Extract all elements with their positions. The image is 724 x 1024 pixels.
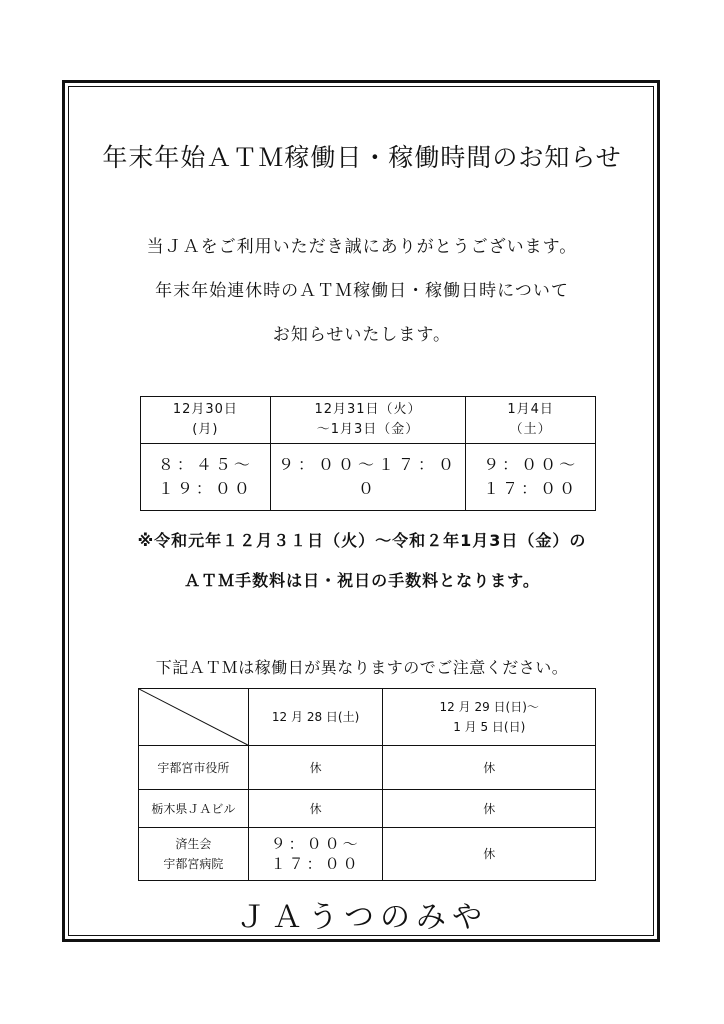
closed-marker: 休 — [248, 790, 383, 828]
exceptions-lead: 下記ＡＴＭは稼働日が異なりますのでご注意ください。 — [155, 658, 569, 677]
intro-line-1: 当ＪＡをご利用いただき誠にありがとうございます。 — [146, 237, 578, 257]
table-row — [139, 746, 596, 790]
fee-note-line-1: ※令和元年１２月３１日（火）～令和２年1月3日（金）の — [137, 531, 587, 550]
date-line: 1月4日 — [507, 402, 554, 417]
hours-line: １７：００ — [483, 479, 579, 498]
fee-note-line-2: ＡＴＭ手数料は日・祝日の手数料となります。 — [184, 571, 540, 590]
weekday-line: (月) — [192, 422, 219, 437]
location-line: 済生会 — [175, 837, 212, 851]
intro-line-3: お知らせいたします。 — [272, 325, 452, 345]
hours-line: ９：００～ — [270, 835, 361, 853]
location-line: 宇都宮病院 — [163, 857, 224, 871]
hours-line: ８：４５～ — [157, 455, 253, 474]
hours-jan4 — [466, 444, 596, 511]
schedule-date-dec30 — [141, 397, 271, 444]
exceptions-table — [138, 688, 596, 881]
notice-title: 年末年始ＡＴＭ稼働日・稼働時間のお知らせ — [102, 143, 622, 172]
hours-line: １９：００ — [157, 479, 253, 498]
atm-schedule-table — [140, 396, 596, 511]
schedule-date-dec31-jan3 — [270, 397, 466, 444]
date-line: 1 月 5 日(日) — [453, 720, 526, 734]
diagonal-line — [139, 689, 248, 745]
closed-marker: 休 — [248, 746, 383, 790]
hours-line: １７：００ — [270, 855, 361, 873]
schedule-hours-row — [141, 444, 596, 511]
table-row — [139, 828, 596, 881]
header-dec28: 12 月 28 日(土) — [248, 689, 383, 746]
date-line: 12月30日 — [172, 402, 238, 417]
hours-line: ９：００～ — [483, 455, 579, 474]
exceptions-header-row — [139, 689, 596, 746]
schedule-header-row — [141, 397, 596, 444]
hours-line: ９：００～１７：００ — [277, 455, 458, 498]
date-line: 12月31日（火） — [314, 402, 422, 417]
organization-name: ＪＡうつのみや — [236, 900, 488, 935]
intro-line-2: 年末年始連休時のＡＴＭ稼働日・稼働日時について — [155, 281, 569, 301]
header-dec29-jan5 — [383, 689, 596, 746]
schedule-date-jan4 — [466, 397, 596, 444]
date-line: 12 月 29 日(日)～ — [439, 700, 539, 714]
location-name: 宇都宮市役所 — [139, 746, 249, 790]
hours-cell — [248, 828, 383, 881]
date-line: ～1月3日（金） — [316, 422, 420, 437]
location-name — [139, 828, 249, 881]
location-name: 栃木県ＪＡビル — [139, 790, 249, 828]
table-row — [139, 790, 596, 828]
diagonal-corner-cell — [139, 689, 249, 746]
hours-dec30 — [141, 444, 271, 511]
closed-marker: 休 — [383, 790, 596, 828]
weekday-line: （土） — [509, 422, 552, 437]
closed-marker: 休 — [383, 828, 596, 881]
closed-marker: 休 — [383, 746, 596, 790]
hours-dec31-jan3 — [270, 444, 466, 511]
